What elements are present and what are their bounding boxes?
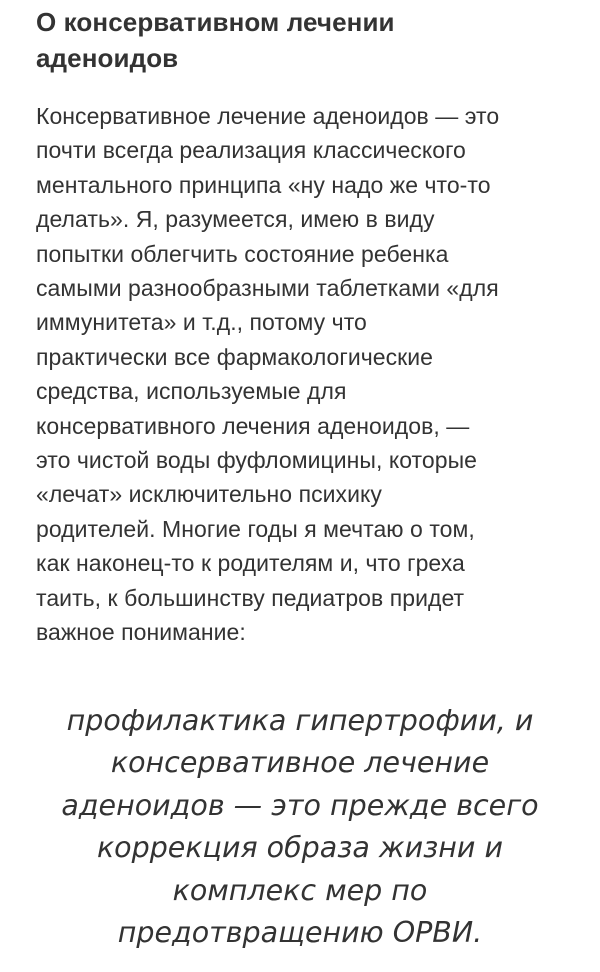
paragraph-line: самыми разнообразными таблетками «для (36, 275, 499, 302)
paragraph-line: попытки облегчить состояние ребенка (36, 240, 449, 267)
quote-line: профилактика гипертрофии, и (66, 703, 534, 737)
paragraph-line: делать». Я, разумеется, имею в виду (36, 206, 435, 233)
paragraph-line: практически все фармакологические (36, 343, 434, 370)
article-paragraph (36, 99, 564, 650)
paragraph-line: таить, к большинству педиатров придет (36, 584, 465, 611)
paragraph-line: Консервативное лечение аденоидов — это (36, 103, 500, 129)
title-line: О консервативном лечении (36, 7, 395, 37)
highlight-quote (36, 700, 564, 955)
paragraph-line: «лечат» исключительно психику (36, 481, 382, 508)
paragraph-line: ментального принципа «ну надо же что-то (36, 171, 491, 198)
quote-line: предотвращению ОРВИ. (117, 916, 483, 949)
paragraph-line: это чистой воды фуфломицины, которые (36, 447, 477, 474)
paragraph-line: консервативного лечения аденоидов, — (36, 412, 470, 439)
quote-line: комплекс мер по (172, 873, 428, 907)
paragraph-line: как наконец-то к родителям и, что греха (36, 550, 465, 577)
paragraph-line: родителей. Многие годы я мечтаю о том, (36, 515, 475, 542)
title-line: аденоидов (36, 43, 179, 73)
paragraph-line: иммунитета» и т.д., потому что (36, 309, 367, 336)
paragraph-line: почти всегда реализация классического (36, 137, 466, 164)
quote-line: консервативное лечение (110, 746, 490, 779)
paragraph-line: важное понимание: (36, 619, 246, 646)
quote-line: коррекция образа жизни и (96, 831, 504, 864)
paragraph-line: средства, используемые для (36, 378, 347, 405)
article-title (36, 0, 564, 76)
quote-line: аденоидов — это прежде всего (61, 788, 539, 822)
